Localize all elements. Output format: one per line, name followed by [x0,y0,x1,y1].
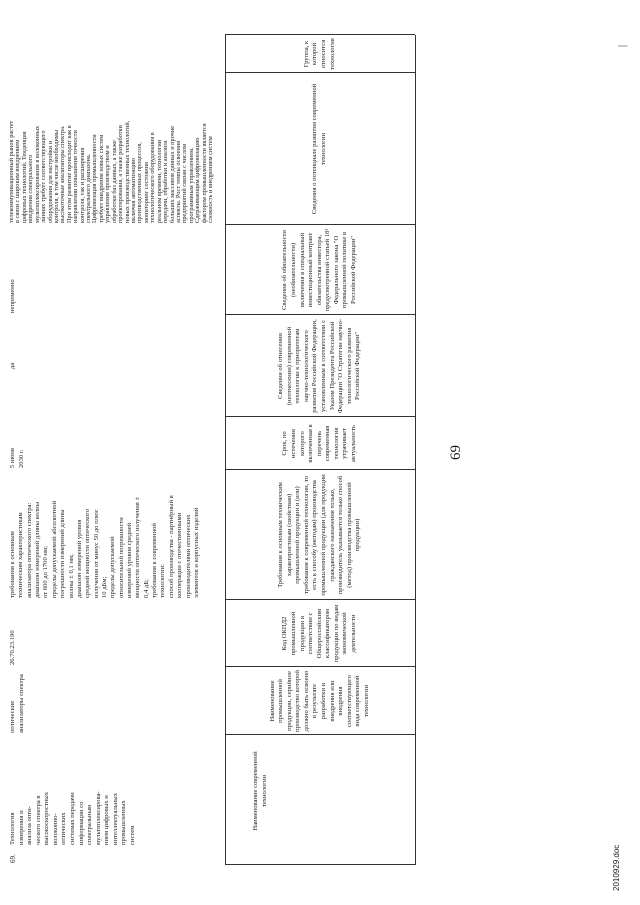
table-border-top [415,35,416,865]
text-line: элементов и корпусных изделий [192,507,200,598]
text-line: Цифровизация промышленности [91,134,99,223]
text-line: Технология [9,812,16,845]
text-line: волны ± 0,1 нм; [67,554,75,598]
text-line: спектрального диапазона. [85,153,93,223]
text-line: относительной погрешности [117,517,125,598]
text-line: контроля, в том числе необходимы [52,129,60,223]
header-contract-obligation: Сведения об обязательности (необязательности) включения в специальный инвестиционный контракт обязательства инвестора, предусмотренной статьей 18¹ Федерального закона "О промышленной политике в Российской Федерации" [281,228,357,312]
priority-relation-cell: да [9,362,16,370]
text-line: пределы допускаемой [109,536,117,598]
text-line: измерения и [17,810,25,845]
text-line: контроля, так и расширения [78,147,86,223]
header-development-potential: Сведения о потенциале развития современной технологии [311,83,327,215]
text-line: оптические [9,700,16,733]
text-line: Сдерживающим цифровизацию [194,137,202,223]
text-line: телекоммуникационный рынок растет [8,120,15,223]
text-line: кооперации с отечественными [176,512,184,598]
text-line: излучения от минус 50 до плюс [92,509,100,598]
text-line: диапазон измерений уровня [75,519,83,598]
text-line: ческого спектра в [34,795,42,845]
text-line: способ производства - партнёрный в [167,495,175,598]
text-line: требует внедрения новых систем [97,134,105,223]
header-product-name: Наименование промышленной продукции, серийное производство которой должно быть освоено в результате разработки и внедрения или внедрения соответствующего вида современной технологии [268,670,370,732]
contract-obligation-cell: непременно [9,279,16,313]
text-line: производственных процессов, [136,142,144,223]
text-line: мультиплексирования в волоконных [33,125,41,223]
text-line: мультиплексирова- [94,791,102,845]
text-line: предприятий связан с числом [181,144,189,223]
text-line: погрешности измерений длины [59,509,67,598]
text-line: сложность и внедрением систем [207,136,215,223]
text-line: техническим характеристикам [17,512,25,598]
header-deadline: Срок, по истечении которого включенная в перечень современная технология утрачивает актуальность [281,424,357,463]
product-name-cell [8,667,224,735]
text-line: новых производственных технологий, [123,120,131,223]
text-line: анализатора оптического спектра: [25,502,33,598]
text-line: передачи, обработки и анализа [162,140,170,223]
text-line: интеллектуальных [111,792,119,845]
text-line: анализаторы спектра [17,674,25,733]
row-number: 69. [9,854,17,863]
text-line: требования к современной [151,523,159,598]
document-id: 2010929.doc [612,844,621,891]
header-technology-group: Группа, к которой относится технология [302,38,336,70]
text-line: системах передачи [68,792,76,845]
column-divider [225,864,415,865]
text-line: анализа опти- [26,806,34,845]
edge-mark: | [617,44,628,47]
header-okpd2-code: Код ОКПД2 промышленной продукции в соответствии с Общероссийским классификатором продукции по видам экономической деятельности [281,604,357,663]
text-line: пределы допускаемой абсолютной [50,500,58,598]
text-line: управления производством и [104,145,112,223]
text-line: фактором промышленности является [200,123,208,223]
text-line: линиях требует соответствующего [40,130,48,223]
header-requirements: Требования к основным техническим характеристикам (свойствам) промышленной продукции и (или) требования к современной технологии, то есть к способу (методам) производства промышленной продукции (для продукции гражданского назначения только, производитель указывается только способ (метод) производства промышленной продукции) [277,474,362,596]
technology-name-cell [8,735,224,847]
text-line: средней мощности оптического [84,508,92,598]
header-technology-name: Наименование современной технологии [252,751,268,831]
okpd2-code-cell: 26.70.23.190 [9,630,16,665]
text-line: измерений уровня средней [126,522,134,598]
text-line: нием цифровых и [103,795,111,845]
deadline-cell [8,417,224,470]
text-line: диапазон измерений длины волны [34,501,42,598]
text-line: высокоскоростных [43,791,51,845]
text-line: включая автоматизацию [130,158,138,223]
text-line: 0,4 дБ; [142,579,150,598]
text-line: промышленных [120,800,128,845]
technology-group-cell [8,35,224,73]
development-potential-cell [8,73,224,225]
text-line: программным управлением. [187,147,195,223]
text-line: производителями оптических [184,514,192,598]
text-line: 5 июня [9,448,16,468]
text-line: 10 дБм; [100,576,108,598]
text-line: аспекты. Рост темпы освоения [174,140,182,223]
requirements-cell [8,470,224,600]
text-line: мощности оптического излучения ± [134,496,142,598]
text-line: систем [128,825,136,845]
text-line: обработки баз данных, а также [110,140,118,223]
page-number: 69 [448,445,464,460]
text-line: волоконно- [51,813,59,845]
text-line: При этом развитие происходит как в [65,125,73,223]
text-line: больших массивов данных и прочие [168,125,176,223]
text-line: спектральным [86,804,94,845]
text-line: мониторинг состояния [142,162,150,223]
text-line: информации со [77,801,85,845]
text-line: от 600 до 1700 нм; [42,546,50,598]
text-line: проектирования, а также разработки [117,125,125,223]
text-line: технологического оборудования в [149,132,157,223]
text-line: технологии: [159,564,167,598]
text-line: цифровых технологий. Тенденция [20,131,28,223]
text-line: направлении повышения точности [72,130,80,223]
text-line: требования к основным [9,531,16,598]
text-line: в связи с широким внедрением [14,139,22,223]
text-line: оборудования для настройки и [46,140,54,223]
text-line: 2030 г. [17,449,25,468]
text-line: внедрения спектрального [27,154,35,223]
text-line: оптических [60,812,68,845]
text-line: реальном времени, технологии [155,139,163,223]
text-line: высокоточные анализаторы спектра. [59,125,67,223]
header-priority-relation: Сведения об отнесении (неотнесении) современной технологии к приоритетам научно-технологического развития Российской Федерации, установленным в соответствии с Указом Президента Российской Федерации "О Стратегии научно-технологического развития Российской Федерации" [277,318,362,414]
